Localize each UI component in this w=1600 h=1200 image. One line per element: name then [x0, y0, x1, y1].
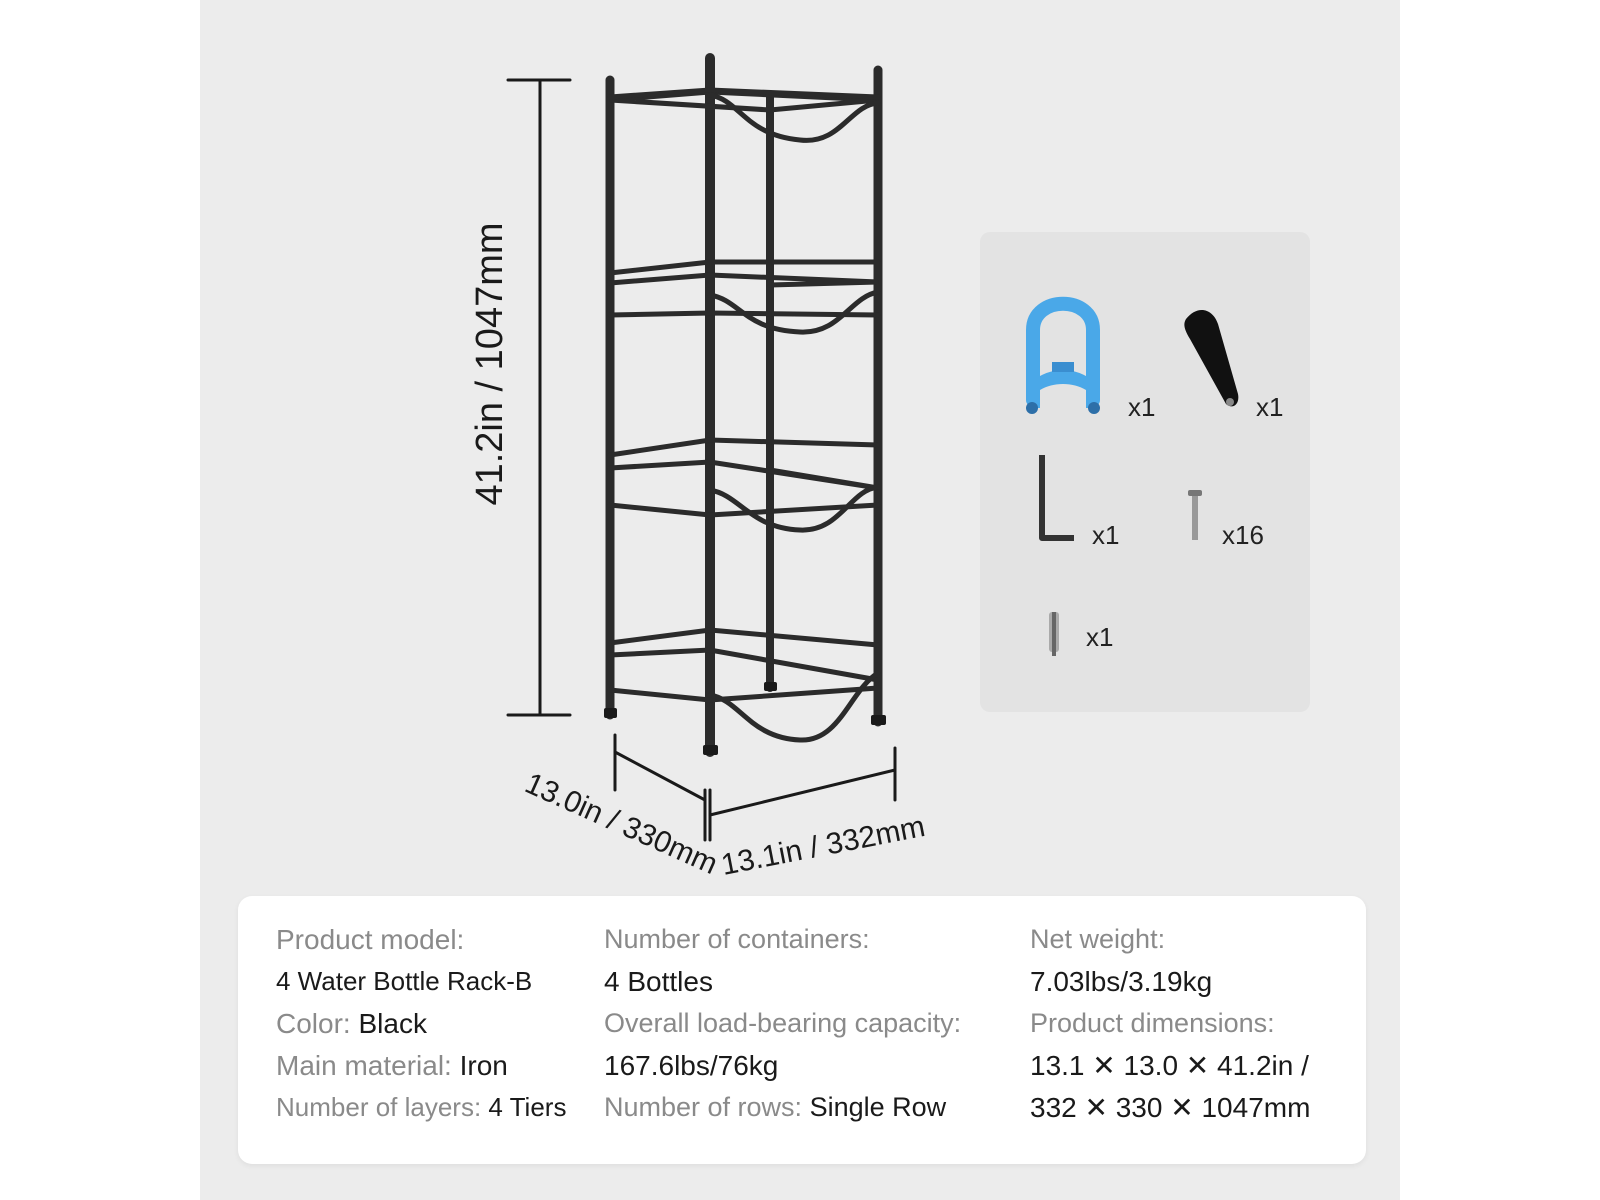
rows-value: Single Row [809, 1092, 947, 1122]
dimensions-value-line2: 332 ✕ 330 ✕ 1047mm [1030, 1092, 1311, 1123]
product-image-canvas [200, 0, 1400, 1200]
part-qty: x1 [1092, 520, 1120, 550]
material-label: Main material: [276, 1050, 452, 1081]
product-model-value: 4 Water Bottle Rack-B [276, 966, 533, 996]
rows-label: Number of rows: [604, 1092, 803, 1122]
width-dimension-label: 13.1in / 332mm [718, 809, 928, 882]
specifications-card [238, 896, 1366, 1164]
anchor-icon [1044, 612, 1064, 656]
part-qty: x1 [1086, 622, 1114, 652]
net-weight-label: Net weight: [1030, 924, 1166, 954]
dimensions-label: Product dimensions: [1030, 1008, 1275, 1038]
included-parts-panel [980, 232, 1310, 712]
layers-value: 4 Tiers [488, 1092, 567, 1122]
dimensions-value-line1: 13.1 ✕ 13.0 ✕ 41.2in / [1030, 1050, 1309, 1081]
bottle-handle-icon [1008, 290, 1118, 420]
height-dimension-label: 41.2in / 1047mm [469, 222, 511, 506]
rows-spec [604, 1094, 946, 1121]
color-label: Color: [276, 1008, 351, 1039]
part-qty: x1 [1256, 392, 1284, 422]
screw-icon [1185, 490, 1205, 542]
layers-label: Number of layers: [276, 1092, 482, 1122]
material-value: Iron [459, 1050, 508, 1081]
part-qty: x1 [1128, 392, 1156, 422]
part-qty: x16 [1222, 520, 1264, 550]
depth-dimension-label: 13.0in / 330mm [520, 766, 723, 882]
strap-icon [1178, 304, 1248, 414]
color-spec [276, 1010, 427, 1038]
color-value: Black [358, 1008, 427, 1039]
material-spec [276, 1052, 508, 1080]
product-model-label: Product model: [276, 924, 465, 955]
load-capacity-label: Overall load-bearing capacity: [604, 1008, 962, 1038]
layers-spec [276, 1094, 566, 1120]
containers-value: 4 Bottles [604, 966, 713, 997]
containers-label: Number of containers: [604, 924, 870, 954]
net-weight-value: 7.03lbs/3.19kg [1030, 966, 1213, 997]
hex-key-icon [1032, 450, 1082, 550]
load-capacity-value: 167.6lbs/76kg [604, 1050, 779, 1081]
